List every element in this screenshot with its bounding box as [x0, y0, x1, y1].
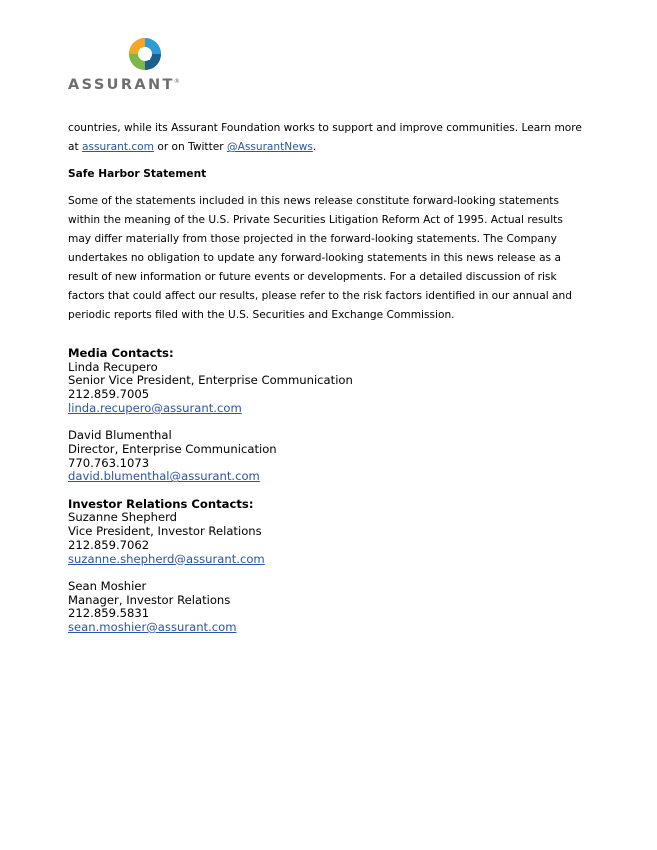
intro-paragraph — [68, 119, 588, 157]
contact-name: Linda Recupero — [68, 359, 158, 374]
contact-title: Manager, Investor Relations — [68, 592, 231, 607]
contact-name: David Blumenthal — [68, 428, 172, 443]
contact-email-link[interactable]: suzanne.shepherd@assurant.com — [68, 551, 265, 566]
contact-phone: 212.859.5831 — [68, 606, 150, 621]
logo-wordmark-text: ASSURANT — [68, 77, 175, 93]
contacts-section — [68, 347, 353, 635]
contact-title: Director, Enterprise Communication — [68, 441, 277, 456]
assurant-website-link[interactable]: assurant.com — [82, 141, 154, 153]
assurant-logo — [68, 37, 183, 97]
contact-name: Sean Moshier — [68, 578, 147, 593]
contact-title: Vice President, Investor Relations — [68, 524, 262, 539]
intro-text-after: . — [312, 141, 317, 153]
contact-email-link[interactable]: linda.recupero@assurant.com — [68, 400, 242, 415]
assurant-logo-icon — [128, 37, 162, 71]
media-contacts-heading: Media Contacts: — [68, 346, 174, 360]
safe-harbor-paragraph: Some of the statements included in this news release constitute forward-looking statements within the meaning of the U.S. Private Securities Litigation Reform Act of 1995. Actual results may differ materially from those projected in the forward-looking statements. The Company undertakes no obligation to update any forward-looking statements in this news release as a result of new information or future events or developments. For a detailed discussion of risk factors that could affect our results, please refer to the risk factors identified in our annual and periodic reports filed with the U.S. Securities and Exchange Commission. — [68, 195, 572, 321]
intro-text-middle: or on Twitter — [153, 141, 227, 153]
contact-name: Suzanne Shepherd — [68, 510, 178, 525]
contact-phone: 770.763.1073 — [68, 455, 150, 470]
logo-wordmark — [68, 77, 181, 93]
contact-email-link[interactable]: david.blumenthal@assurant.com — [68, 469, 260, 484]
contact-phone: 212.859.7005 — [68, 387, 150, 402]
contact-email-link[interactable]: sean.moshier@assurant.com — [68, 620, 237, 635]
contact-phone: 212.859.7062 — [68, 537, 150, 552]
contact-title: Senior Vice President, Enterprise Communication — [68, 373, 353, 388]
investor-contacts-heading: Investor Relations Contacts: — [68, 496, 254, 511]
safe-harbor-title: Safe Harbor Statement — [68, 168, 207, 180]
intro-text-before: countries, while its Assurant Foundation works to support and improve communities. Learn more at — [68, 122, 582, 153]
logo-registered-mark: ® — [173, 78, 180, 85]
twitter-handle-link[interactable]: @AssurantNews — [226, 141, 313, 153]
